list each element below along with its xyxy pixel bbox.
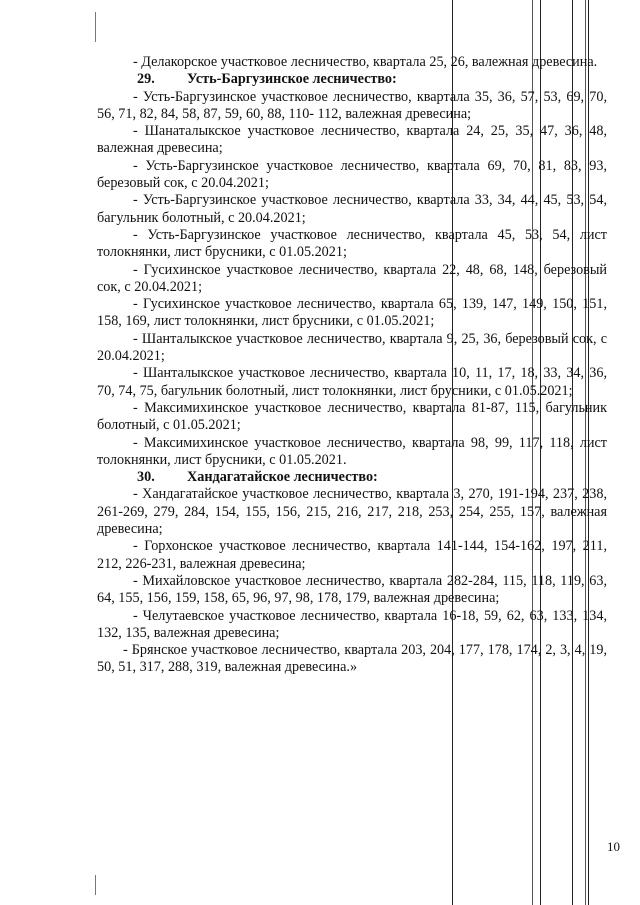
list-item: - Шанталыкское участковое лесничество, квартала 9, 25, 36, березовый сок, с 20.04.2021;: [97, 330, 607, 365]
margin-tick-top: [95, 12, 96, 42]
list-item: - Хандагатайское участковое лесничество, квартала 3, 270, 191-194, 237, 238, 261-269, 279, 284, 154, 155, 156, 215, 216, 217, 218, 253, 254, 255, 157, валежная древесина;: [97, 486, 607, 538]
section-number: 29.: [137, 71, 155, 88]
margin-tick-bottom: [95, 875, 96, 895]
section-title: Хандагатайское лесничество:: [187, 469, 378, 486]
list-item: - Усть-Баргузинское участковое лесничество, квартала 69, 70, 81, 83, 93, березовый сок, с 20.04.2021;: [97, 157, 607, 192]
list-item: - Усть-Баргузинское участковое лесничество, квартала 33, 34, 44, 45, 53, 54, багульник болотный, с 20.04.2021;: [97, 192, 607, 226]
section-title: Усть-Баргузинское лесничество:: [187, 71, 397, 88]
list-item: - Делакорское участковое лесничество, квартала 25, 26, валежная древесина.: [133, 54, 598, 70]
list-item: - Максимихинское участковое лесничество, квартала 98, 99, 117, 118, лист толокнянки, лист брусники, с 01.05.2021.: [97, 434, 607, 468]
list-item: - Шанаталыкское участковое лесничество, квартала 24, 25, 35, 47, 36, 48, валежная древесина;: [97, 123, 607, 157]
list-item: - Челутаевское участковое лесничество, квартала 16-18, 59, 62, 63, 133, 134, 132, 135, валежная древесина;: [97, 607, 607, 641]
list-item: - Гусихинское участковое лесничество, квартала 65, 139, 147, 149, 150, 151, 158, 169, лист толокнянки, лист брусники, с 01.05.2021;: [97, 296, 607, 330]
list-item: - Усть-Баргузинское участковое лесничество, квартала 45, 53, 54, лист толокнянки, лист брусники, с 01.05.2021;: [97, 226, 607, 261]
list-item: - Брянское участковое лесничество, квартала 203, 204, 177, 178, 174, 2, 3, 4, 19, 50, 51, 317, 288, 319, валежная древесина.»: [97, 642, 607, 676]
section-number: 30.: [137, 469, 155, 486]
list-item: - Михайловское участковое лесничество, квартала 282-284, 115, 118, 119, 63, 64, 155, 156, 159, 158, 65, 96, 97, 98, 178, 179, валежная древесина;: [97, 572, 607, 607]
list-item: - Усть-Баргузинское участковое лесничество, квартала 35, 36, 57, 53, 69, 70, 56, 71, 82, 84, 58, 87, 59, 60, 88, 110- 112, валежная древесина;: [97, 88, 607, 122]
document-body: [97, 54, 607, 677]
list-item: - Горхонское участковое лесничество, квартала 141-144, 154-162, 197, 211, 212, 226-231, валежная древесина;: [97, 538, 607, 572]
section-heading: [97, 71, 607, 88]
list-item: - Шанталыкское участковое лесничество, квартала 10, 11, 17, 18, 33, 34, 36, 70, 74, 75, багульник болотный, лист толокнянки, лист брусники, с 01.05.2021;: [97, 365, 607, 399]
page-number: 10: [607, 839, 620, 854]
section-heading: [97, 469, 607, 486]
list-item: - Гусихинское участковое лесничество, квартала 22, 48, 68, 148, березовый сок, с 20.04.2021;: [97, 261, 607, 295]
list-item: - Максимихинское участковое лесничество, квартала 81-87, 115, багульник болотный, с 01.05.2021;: [97, 399, 607, 434]
